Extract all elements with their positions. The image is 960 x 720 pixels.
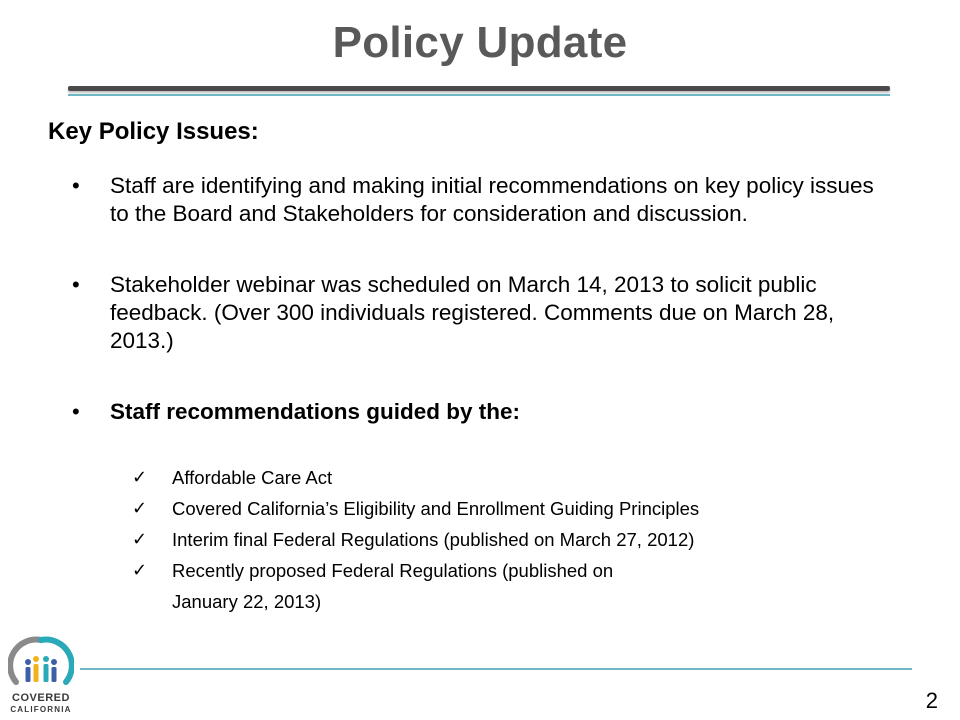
logo-mark-icon	[8, 632, 74, 692]
slide-title: Policy Update	[332, 18, 628, 67]
logo-wordmark-line1: COVERED	[12, 692, 70, 704]
checklist-item	[132, 493, 912, 524]
checklist-text: Interim final Federal Regulations (published on March 27, 2012)	[172, 529, 695, 550]
bullet-item	[72, 271, 892, 355]
page-number: 2	[925, 688, 938, 713]
checklist-text: Affordable Care Act	[172, 467, 333, 488]
checklist-text-continuation: January 22, 2013)	[172, 591, 322, 612]
checkmark-icon: ✓	[132, 560, 148, 580]
bullet-text: Staff recommendations guided by the:	[110, 399, 521, 424]
bullet-text: Stakeholder webinar was scheduled on March 14, 2013 to solicit public feedback. (Over 300 individuals registered. Comments due on March 28, 2013.)	[110, 272, 835, 353]
checklist-item	[132, 524, 912, 555]
checklist	[132, 462, 912, 618]
section-heading: Key Policy Issues:	[48, 118, 259, 145]
bullet-item	[72, 398, 892, 426]
checkmark-icon: ✓	[132, 529, 148, 549]
checklist-text: Covered California’s Eligibility and Enrollment Guiding Principles	[172, 498, 700, 519]
bullet-dot-icon: •	[72, 399, 80, 424]
checklist-item	[132, 462, 912, 493]
footer-divider	[80, 668, 912, 670]
bullet-text: Staff are identifying and making initial recommendations on key policy issues to the Board and Stakeholders for consideration and discussion.	[110, 173, 874, 226]
title-divider-accent	[68, 94, 890, 96]
checklist-text: Recently proposed Federal Regulations (published on	[172, 560, 614, 581]
bullet-item	[72, 172, 892, 228]
title-divider	[68, 86, 890, 91]
bullet-dot-icon: •	[72, 272, 80, 297]
bullet-dot-icon: •	[72, 173, 80, 198]
checkmark-icon: ✓	[132, 467, 148, 487]
checkmark-icon: ✓	[132, 498, 148, 518]
covered-california-logo	[8, 632, 74, 718]
logo-wordmark-line2: CALIFORNIA	[10, 705, 72, 714]
bullet-list	[72, 172, 892, 432]
checklist-item	[132, 555, 912, 618]
